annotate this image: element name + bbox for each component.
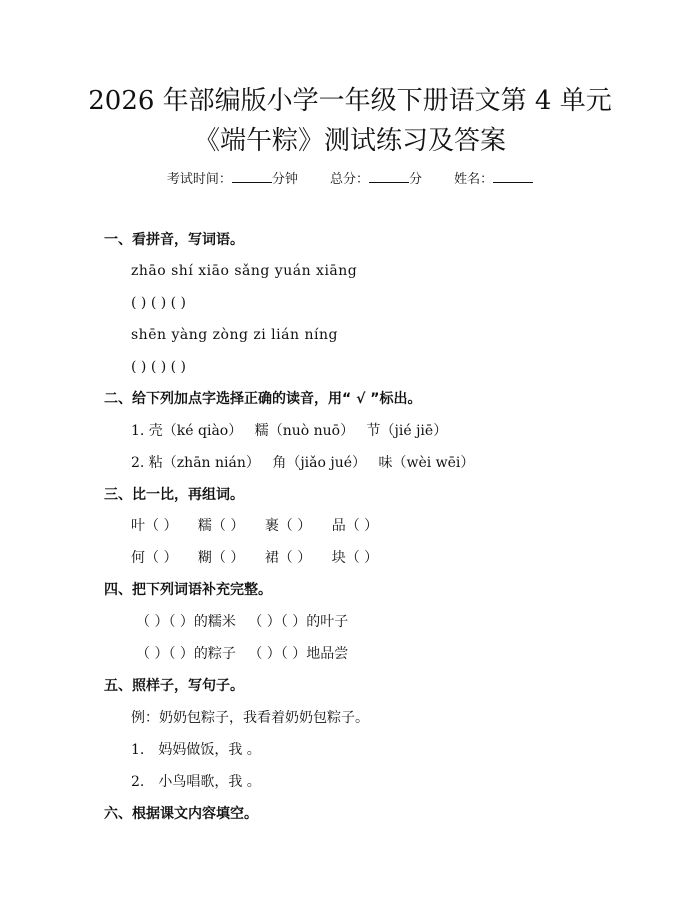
question-1-item-a: 1. 壳（ké qiào） — [131, 423, 243, 439]
section-2-heading: 二、给下列加点字选择正确的读音，用“ √ ”标出。 — [104, 391, 422, 407]
section-5-question-2: 2. 小鸟唱歌，我 。 — [131, 774, 261, 790]
exam-time — [167, 169, 298, 190]
student-name-blank[interactable] — [493, 169, 533, 183]
page-title-line-1: 2026 年部编版小学一年级下册语文第 4 单元 — [88, 86, 612, 116]
compare-word: 何（ ） — [131, 550, 178, 566]
section-6-heading: 六、根据课文内容填空。 — [104, 806, 258, 822]
total-score-blank[interactable] — [369, 169, 409, 183]
section-1-blanks-2: ( ) ( ) ( ) — [131, 359, 187, 375]
section-4-heading: 四、把下列词语补充完整。 — [104, 582, 272, 598]
phrase-item: （ ）（ ）的叶子 — [248, 614, 349, 630]
section-3-row-1 — [131, 516, 378, 536]
section-1-blanks-1: ( ) ( ) ( ) — [131, 295, 187, 311]
compare-word: 糯（ ） — [197, 518, 245, 534]
question-2-item-b: 角（jiǎo jué） — [272, 455, 367, 471]
total-score — [330, 169, 422, 190]
question-2-item-a: 2. 粘（zhān nián） — [131, 455, 260, 471]
phrase-item: （ ）（ ）的糯米 — [136, 614, 236, 630]
section-1-pinyin-2: shēn yàng zòng zi lián níng — [131, 327, 338, 343]
section-1-heading: 一、看拼音，写词语。 — [104, 232, 244, 248]
exam-time-unit: 分钟 — [271, 172, 298, 187]
page-title-line-2: 《端午粽》测试练习及答案 — [193, 126, 506, 156]
exam-info — [0, 169, 700, 190]
total-score-unit: 分 — [409, 172, 423, 187]
section-3-row-2 — [131, 548, 378, 568]
total-score-label: 总分： — [329, 172, 369, 187]
phrase-item: （ ）（ ）地品尝 — [248, 646, 349, 662]
section-5-heading: 五、照样子，写句子。 — [104, 678, 244, 694]
section-1-pinyin-1: zhāo shí xiāo sǎng yuán xiāng — [131, 263, 358, 279]
compare-word: 叶（ ） — [131, 518, 178, 534]
compare-word: 裙（ ） — [264, 550, 312, 566]
question-1-item-c: 节（jié jiē） — [366, 423, 448, 439]
student-name — [454, 169, 533, 190]
section-5-example: 例：奶奶包粽子，我看着奶奶包粽子。 — [131, 710, 369, 726]
exam-time-blank[interactable] — [232, 169, 272, 183]
compare-word: 品（ ） — [331, 518, 379, 534]
section-4-row-1 — [136, 612, 348, 632]
question-2-item-c: 味（wèi wēi） — [378, 455, 475, 471]
section-2-question-2 — [131, 453, 474, 473]
phrase-item: （ ）（ ）的粽子 — [136, 646, 236, 662]
section-5-question-1: 1. 妈妈做饭，我 。 — [131, 742, 261, 758]
section-2-question-1 — [131, 421, 447, 441]
compare-word: 糊（ ） — [197, 550, 245, 566]
question-1-item-b: 糯（nuò nuō） — [254, 423, 355, 439]
student-name-label: 姓名： — [454, 172, 494, 187]
section-4-row-2 — [136, 644, 348, 664]
exam-time-label: 考试时间： — [166, 172, 232, 187]
compare-word: 裹（ ） — [264, 518, 312, 534]
compare-word: 块（ ） — [331, 550, 379, 566]
section-3-heading: 三、比一比，再组词。 — [104, 487, 244, 503]
